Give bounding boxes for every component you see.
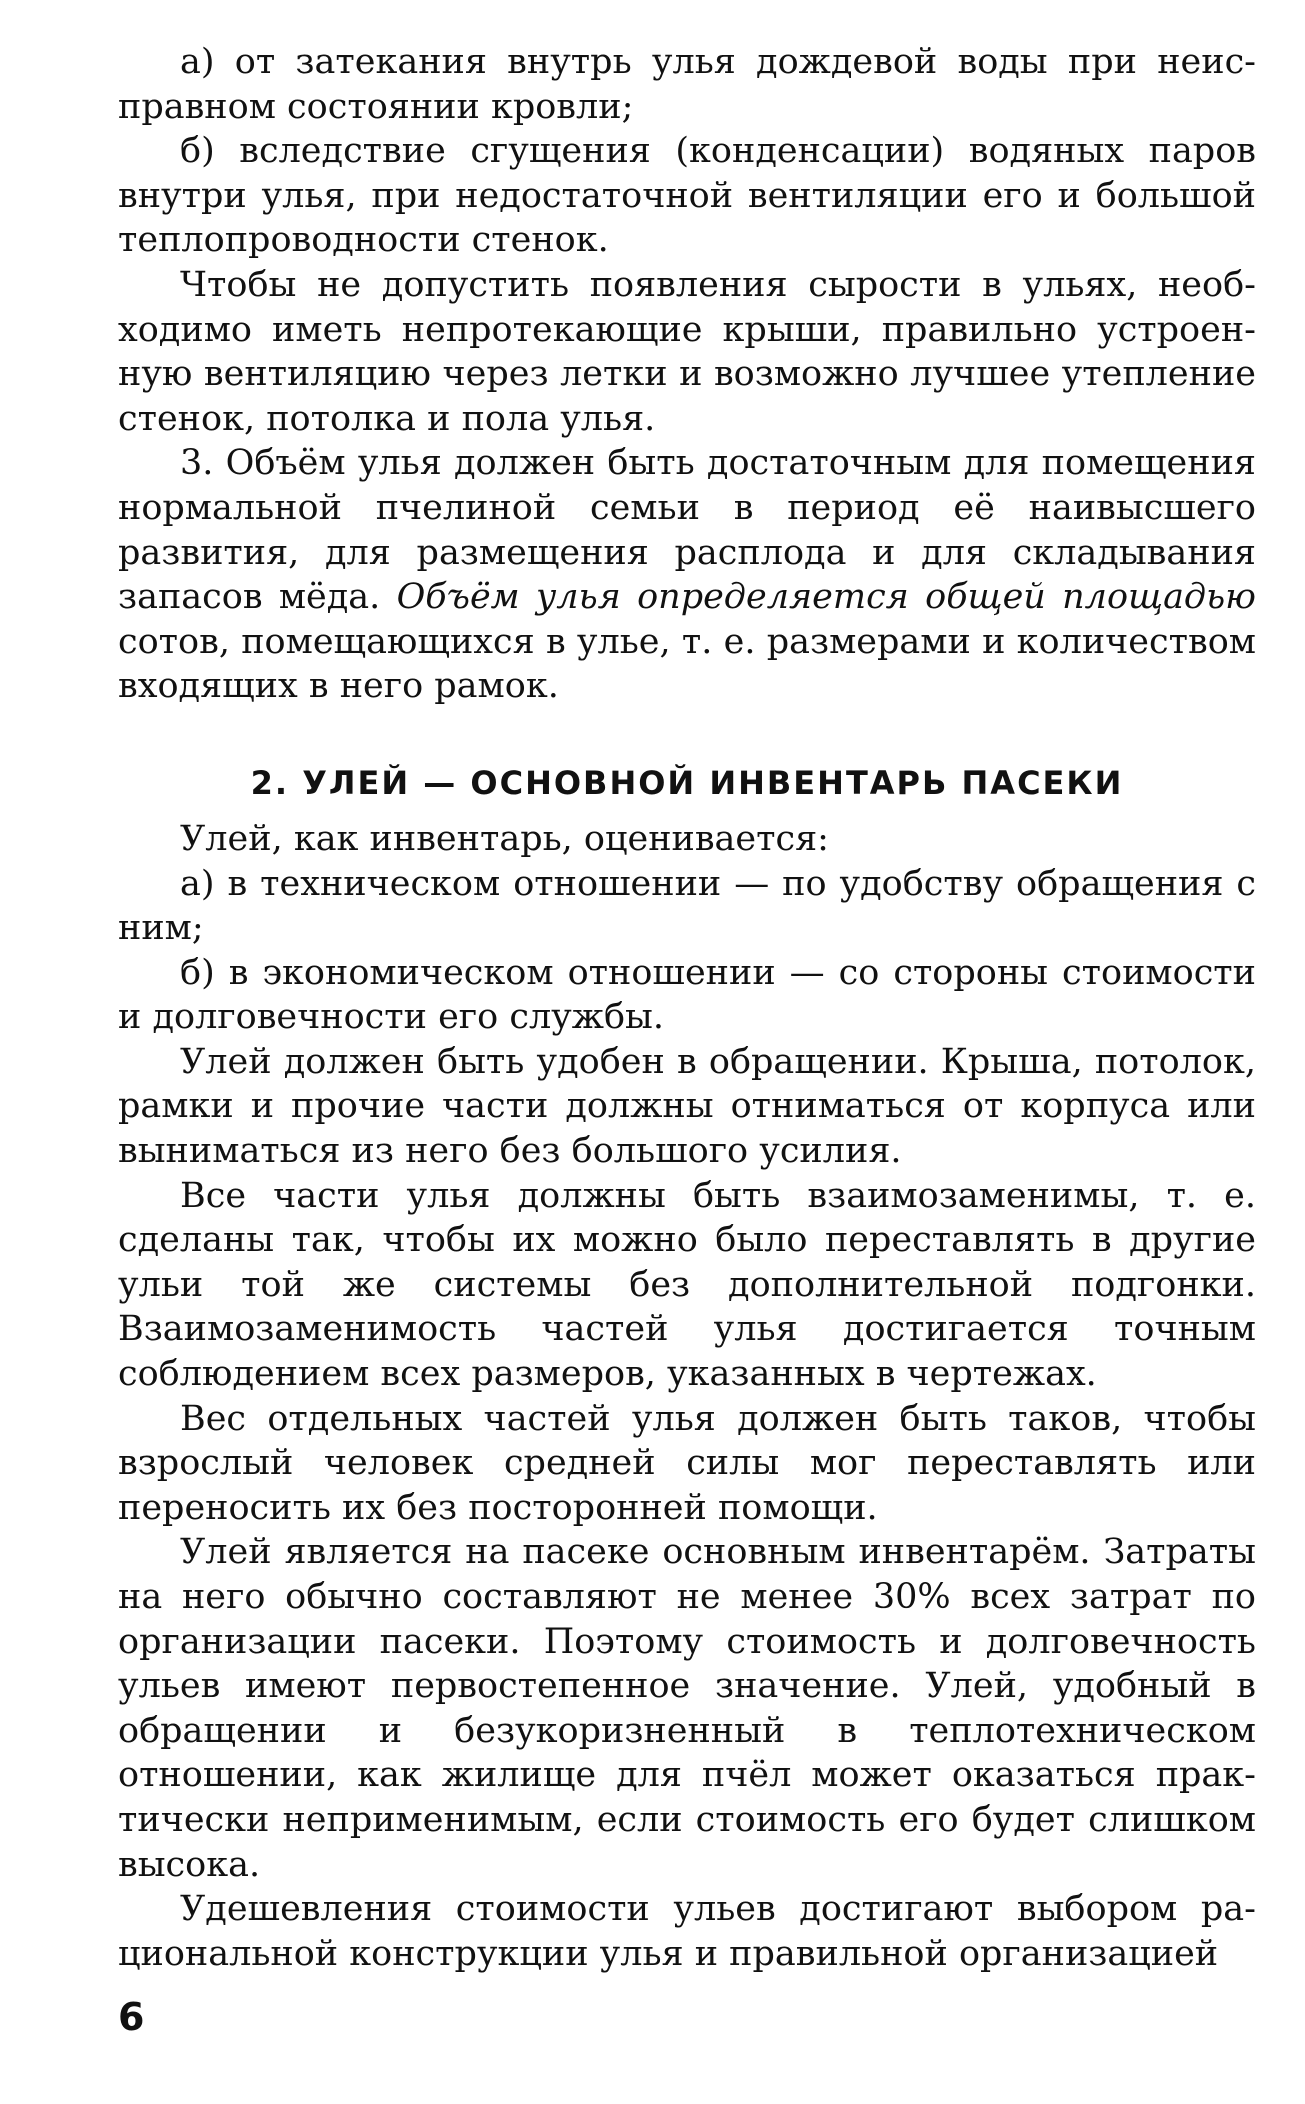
paragraph-convenience: Улей должен быть удобен в обращении. Крыша, потолок, рамки и прочие части должны отниматься от корпуса или выниматься из него без большого усилия. <box>118 1041 1256 1172</box>
paragraph-weight: Вес отдельных частей улья должен быть таков, чтобы взрослый человек средней силы мог переставлять или переносить их без посторонней помощи. <box>118 1398 1256 1528</box>
paragraph-interchangeability: Все части улья должны быть взаимозаменимы, т. е. сделаны так, чтобы их можно было переставлять в другие ульи той же системы без дополнительной подгонки. Взаимозаменимость частей улья достигается точным соблюдением всех размеров, указанных в чертежах. <box>118 1175 1256 1395</box>
book-page <box>118 40 1256 2060</box>
paragraph-hive-evaluation: Улей, как инвентарь, оценивается: <box>180 818 829 859</box>
paragraph-hive-volume <box>118 441 1256 709</box>
paragraph-cost: Улей является на пасеке основным инвентарём. Затраты на него обычно составляют не менее 30% всех затрат по организации пасеки. Поэтому стоимость и долговечность ульев имеют первостепенное значение. Улей, удобный в обращении и безукоризненный в теплотехническом отношении, как жилище для пчёл может оказаться практически неприменимым, если стоимость его будет слишком высока. <box>118 1532 1256 1885</box>
paragraph-economic-aspect: б) в экономическом отношении — со стороны стоимости и долговечности его службы. <box>118 952 1256 1038</box>
paragraph-dampness-prevention: Чтобы не допустить появления сырости в ульях, необходимо иметь непротекающие крыши, правильно устроенную вентиляцию через летки и возможно лучшее утепление стенок, потолка и пола улья. <box>118 264 1256 439</box>
paragraph-technical-aspect: а) в техническом отношении — по удобству обращения с ним; <box>118 863 1256 949</box>
paragraph-b-condensation: б) вследствие сгущения (конденсации) водяных паров внутри улья, при недостаточной вентиляции его и большой теплопроводности стенок. <box>118 131 1256 261</box>
paragraph-hive-volume-end: сотов, помещающихся в улье, т. е. размерами и количеством входящих в него рамок. <box>118 621 1256 707</box>
section-heading: 2. УЛЕЙ — ОСНОВНОЙ ИНВЕНТАРЬ ПАСЕКИ <box>250 763 1124 802</box>
paragraph-a-roof-leak: а) от затекания внутрь улья дождевой воды при неисправном состоянии кровли; <box>118 42 1256 127</box>
paragraph-cost-reduction: Удешевления стоимости ульев достигают выбором рациональной конструкции улья и правильной организацией <box>118 1889 1256 1974</box>
page-number: 6 <box>118 1995 145 2039</box>
paragraph-hive-volume-italic: Объём улья определяется общей площадью <box>396 577 1256 618</box>
paragraph-hive-volume-start: 3. Объём улья должен быть достаточным для помещения нормальной пчелиной семьи в период её наивысшего развития, для размещения расплода и для складывания запасов мёда. <box>118 443 1256 618</box>
